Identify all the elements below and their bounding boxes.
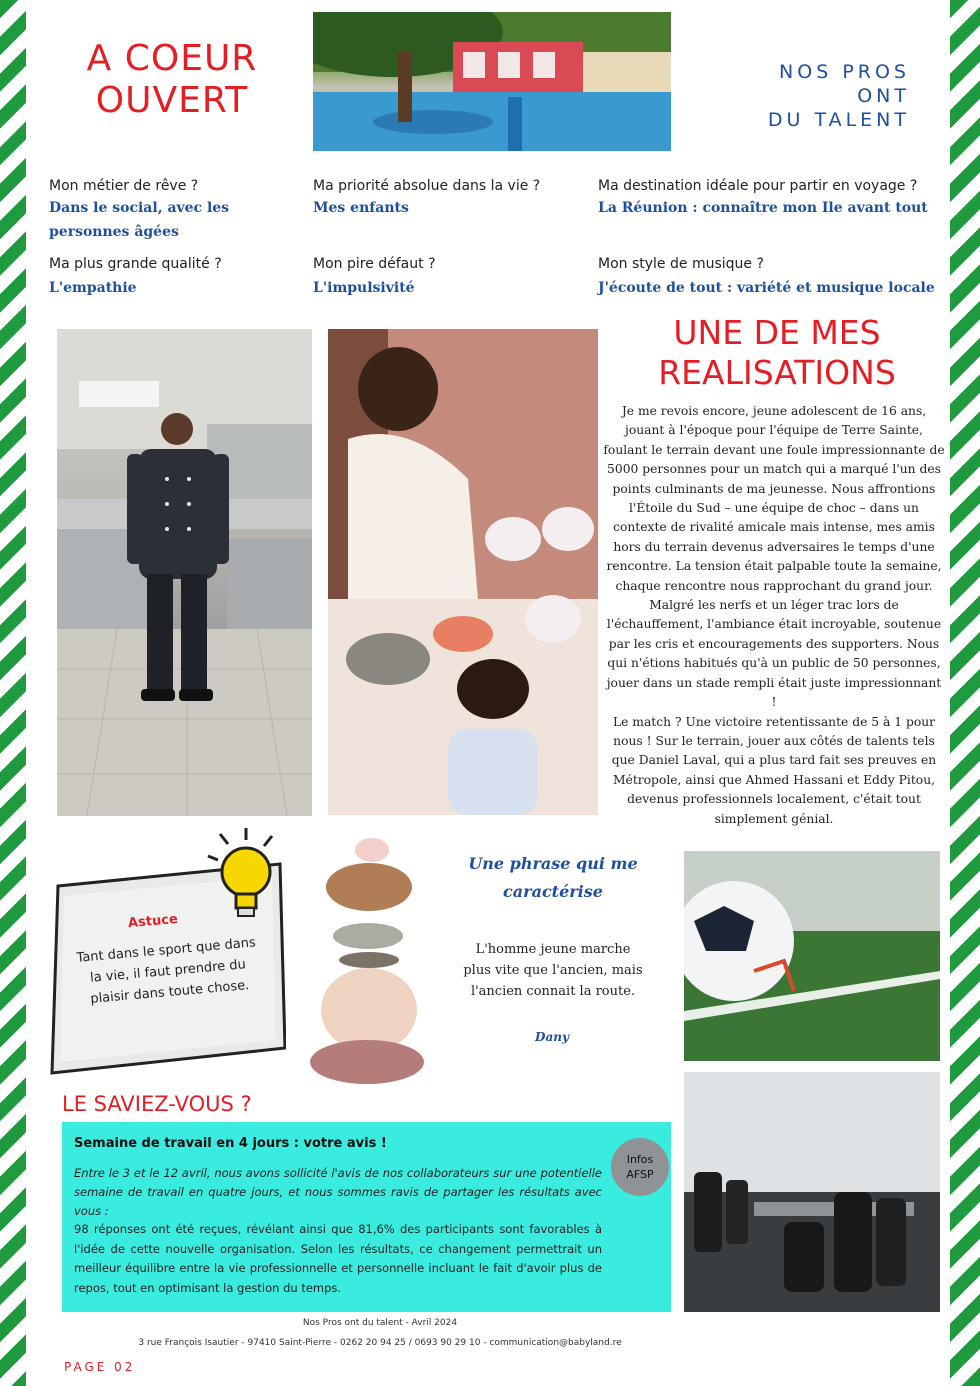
phrase-quote: L'homme jeune marche plus vite que l'ancien, mais l'ancien connait la route.: [463, 942, 643, 999]
astuce-card: [44, 862, 286, 1075]
question-block-music: [598, 256, 938, 300]
soccer-ball-illustration: [684, 851, 940, 1061]
answer-text: Mes enfants: [313, 200, 409, 216]
question-label: Mon métier de rêve ?: [49, 178, 199, 194]
answer-text: L'empathie: [49, 280, 137, 296]
realisation-title: [612, 313, 942, 393]
info-box: [62, 1122, 671, 1312]
question-block-dream-job: [49, 178, 279, 244]
chef-illustration: [57, 329, 312, 816]
header-playground-photo: [313, 12, 671, 151]
tagline: [700, 60, 910, 132]
chef-kitchen-photo: [57, 329, 312, 816]
light-bulb-icon: [202, 826, 282, 926]
question-label: Mon style de musique ?: [598, 256, 764, 272]
badge-line1: Infos: [626, 1153, 654, 1166]
answer-text: La Réunion : connaître mon Ile avant tout: [598, 200, 928, 216]
phrase-title-line1: Une phrase qui me: [468, 854, 638, 873]
tagline-line2: ONT: [857, 85, 910, 107]
info-box-paragraph-1: Entre le 3 et le 12 avril, nous avons sollicité l'avis de nos collaborateurs sur une potentielle semaine de travail en quatre jours, et nous sommes ravis de partager les résultats avec vous :: [74, 1166, 602, 1218]
footer-publication: Nos Pros ont du talent - Avril 2024: [302, 1318, 458, 1328]
footer-address: 3 rue François Isautier - 97410 Saint-Pierre - 0262 20 94 25 / 0693 90 29 10 - communication@babyland.re: [138, 1338, 622, 1348]
page-number: PAGE 02: [64, 1360, 136, 1374]
question-block-quality: [49, 256, 279, 300]
playground-illustration: [313, 12, 671, 151]
info-box-paragraph-2: 98 réponses ont été reçues, révélant ainsi que 81,6% des participants sont favorables à l'idée de cette nouvelle organisation. Selon les résultats, ce changement permettrait un meilleur équilibre entre la vie professionnelle et personnelle incluant le fait d'avoir plus de repos, tout en optimisant la gestion du temps.: [74, 1222, 602, 1295]
saviez-heading: LE SAVIEZ-VOUS ?: [62, 1092, 252, 1116]
realisation-paragraph-2: Le match ? Une victoire retentissante de 5 à 1 pour nous ! Sur le terrain, jouer aux côtés de talents tels que Daniel Laval, qui a plus tard fait ses preuves en Métropole, ainsi que Ahmed Hassani et Eddy Pitou, devenus professionnels localement, c'était tout simplement génial.: [611, 714, 937, 826]
phrase-title: [468, 850, 638, 906]
info-box-title: Semaine de travail en 4 jours : votre avis !: [74, 1136, 387, 1151]
question-label: Ma destination idéale pour partir en voyage ?: [598, 178, 918, 194]
infos-afsp-badge: [611, 1138, 669, 1196]
answer-text: Dans le social, avec les personnes âgées: [49, 200, 230, 240]
page-title-line2: OUVERT: [95, 80, 249, 121]
realisation-title-line1: UNE DE MES: [673, 313, 881, 352]
realisation-paragraph-1: Je me revois encore, jeune adolescent de 16 ans, jouant à l'époque pour l'équipe de Terre Sainte, foulant le terrain devant une foule impressionnante de 5000 personnes pour un match qui a marqué l'un des points culminants de ma jeunesse. Nous affrontions l'Étoile du Sud – une équipe de choc – dans un contexte de rivalité amicale mais intense, mes amis hors du terrain devenus adversaires le temps d'une rencontre. La tension était palpable toute la semaine, chaque rencontre nous rapprochant du grand jour. Malgré les nerfs et un léger trac lors de l'échauffement, l'ambiance était incroyable, soutenue par les cris et encouragements des supporters. Nous qui n'étions habitués qu'à un public de 50 personnes, jouer dans un stade rempli était juste impressionnant !: [603, 404, 945, 710]
soccer-ball-photo: [684, 851, 940, 1061]
tagline-line1: NOS PROS: [779, 61, 910, 83]
realisation-title-line2: REALISATIONS: [658, 353, 896, 392]
dumbbells-illustration: [684, 1072, 940, 1312]
question-label: Ma priorité absolue dans la vie ?: [313, 178, 541, 194]
answer-text: J'écoute de tout : variété et musique locale: [598, 280, 935, 296]
question-label: Mon pire défaut ?: [313, 256, 436, 272]
badge-line2: AFSP: [626, 1168, 654, 1181]
page-title: [62, 38, 282, 122]
right-striped-border: [950, 0, 980, 1386]
question-label: Ma plus grande qualité ?: [49, 256, 222, 272]
tagline-line3: DU TALENT: [767, 109, 910, 131]
answer-text: L'impulsivité: [313, 280, 415, 296]
cooking-with-children-photo: [328, 329, 598, 815]
left-striped-border: [0, 0, 26, 1386]
phrase-author: Dany: [535, 1030, 569, 1044]
phrase-title-line2: caractérise: [503, 882, 603, 901]
question-block-destination: [598, 178, 938, 220]
page-title-line1: A COEUR: [86, 38, 258, 79]
astuce-label: Astuce: [127, 911, 179, 932]
realisation-body: [603, 402, 945, 829]
astuce-text: Tant dans le sport que dans la vie, il faut prendre du plaisir dans toute chose.: [75, 935, 257, 1007]
stacked-stones-illustration: [305, 836, 435, 1086]
question-block-priority: [313, 178, 583, 220]
gym-dumbbells-photo: [684, 1072, 940, 1312]
cooking-illustration: [328, 329, 598, 815]
question-block-flaw: [313, 256, 583, 300]
